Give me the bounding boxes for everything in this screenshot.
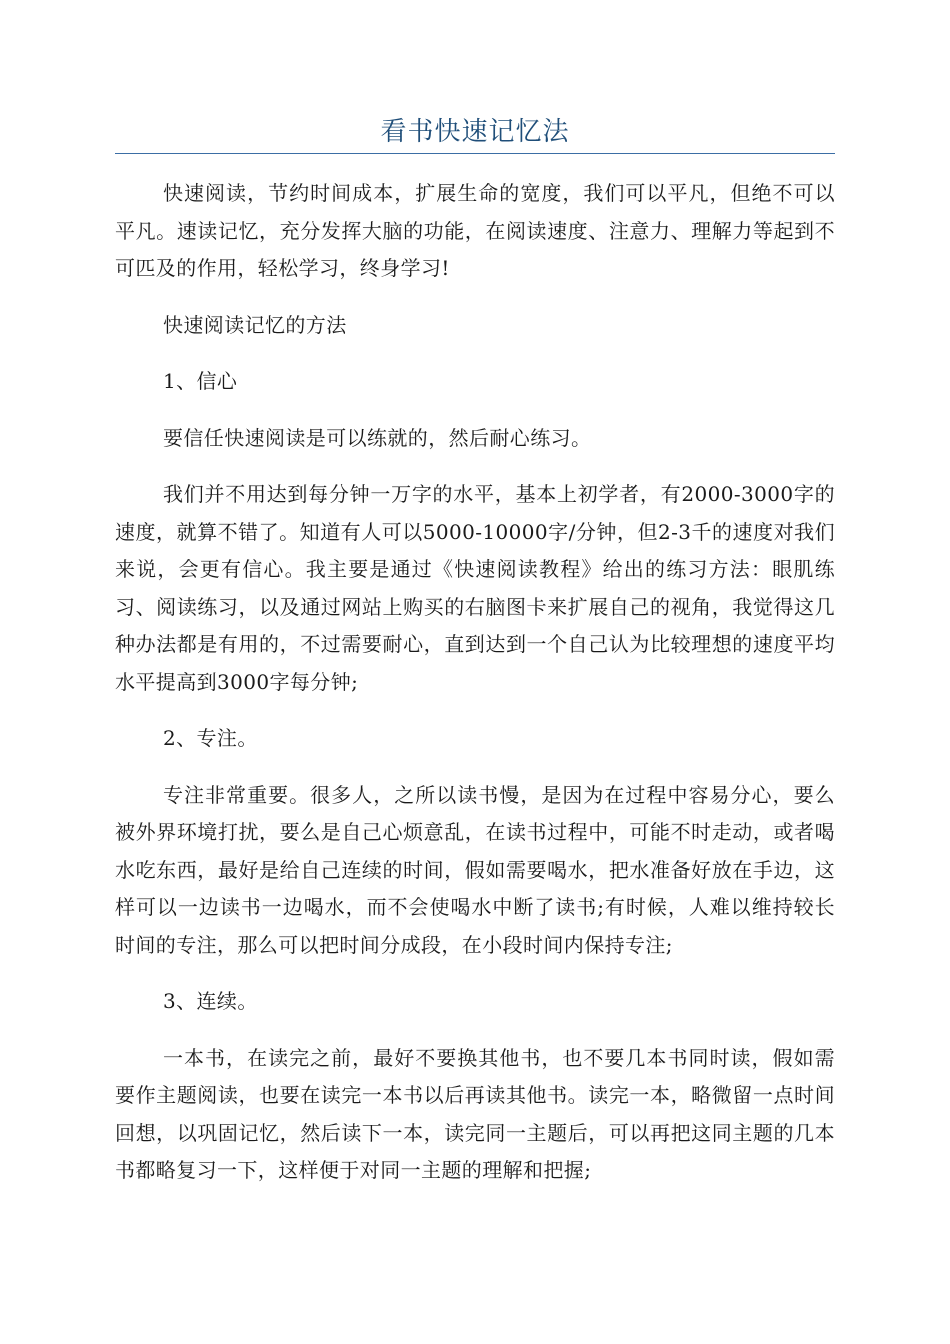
focus-paragraph: 专注非常重要。很多人，之所以读书慢，是因为在过程中容易分心，要么被外界环境打扰，要么是自己心烦意乱，在读书过程中，可能不时走动，或者喝水吃东西，最好是给自己连续的时间，假如需要喝水，把水准备好放在手边，这样可以一边读书一边喝水，而不会使喝水中断了读书;有时候，人难以维持较长时间的专注，那么可以把时间分成段，在小段时间内保持专注; <box>115 782 835 957</box>
point-heading-focus: 2、专注。 <box>163 726 258 750</box>
intro-paragraph: 快速阅读，节约时间成本，扩展生命的宽度，我们可以平凡，但绝不可以平凡。速读记忆，充分发挥大脑的功能，在阅读速度、注意力、理解力等起到不可匹及的作用，轻松学习，终身学习! <box>115 181 835 280</box>
speed-paragraph: 我们并不用达到每分钟一万字的水平，基本上初学者，有2000-3000字的速度，就算不错了。知道有人可以5000-10000字/分钟，但2-3千的速度对我们来说，会更有信心。我主要是通过《快速阅读教程》给出的练习方法：眼肌练习、阅读练习，以及通过网站上购买的右脑图卡来扩展自己的视角，我觉得这几种办法都是有用的，不过需要耐心，直到达到一个自己认为比较理想的速度平均水平提高到3000字每分钟; <box>115 482 835 694</box>
continuity-paragraph: 一本书，在读完之前，最好不要换其他书，也不要几本书同时读，假如需要作主题阅读，也要在读完一本书以后再读其他书。读完一本，略微留一点时间回想，以巩固记忆，然后读下一本，读完同一主题后，可以再把这同主题的几本书都略复习一下，这样便于对同一主题的理解和把握; <box>115 1045 835 1182</box>
document-title: 看书快速记忆法 <box>380 117 570 147</box>
point-heading-continuity: 3、连续。 <box>163 989 258 1013</box>
confidence-paragraph: 要信任快速阅读是可以练就的，然后耐心练习。 <box>163 425 592 450</box>
point-heading-confidence: 1、信心 <box>163 369 238 393</box>
title-underline <box>115 153 835 154</box>
section-heading: 快速阅读记忆的方法 <box>163 312 347 337</box>
document-body <box>115 175 835 1209</box>
